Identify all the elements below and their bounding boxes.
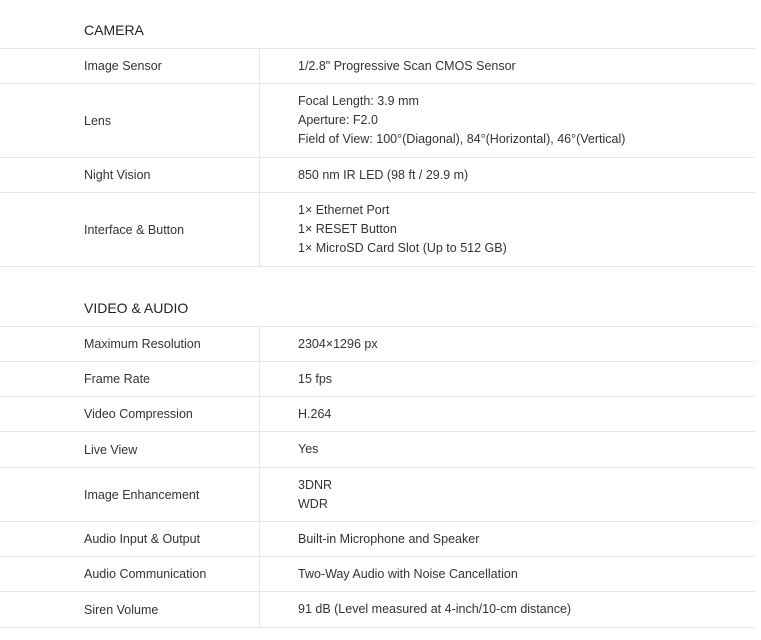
spec-row-lens: [0, 84, 755, 158]
spec-label: Audio Input & Output: [0, 522, 260, 556]
spec-value: [260, 84, 755, 157]
spec-label: Live View: [0, 432, 260, 467]
spec-value: [260, 522, 755, 556]
spec-label: Maximum Resolution: [0, 327, 260, 361]
spec-row-video-compression: [0, 397, 755, 432]
spec-row-interface-button: [0, 193, 755, 267]
section-title-video-audio: [0, 267, 755, 327]
spec-value-line: Focal Length: 3.9 mm: [298, 94, 419, 108]
spec-row-image-sensor: [0, 49, 755, 84]
spec-value: [260, 158, 755, 192]
spec-value-line: Built-in Microphone and Speaker: [298, 531, 480, 546]
spec-value-line: 1× RESET Button: [298, 222, 397, 236]
spec-value-line: 1/2.8" Progressive Scan CMOS Sensor: [298, 58, 516, 73]
spec-value: [260, 49, 755, 83]
spec-row-siren-volume: [0, 592, 755, 628]
spec-value-line: 15 fps: [298, 371, 333, 386]
spec-value-line: 1× MicroSD Card Slot (Up to 512 GB): [298, 241, 507, 255]
spec-value: [260, 397, 755, 431]
spec-value-line: H.264: [298, 406, 332, 421]
spec-value-line: Aperture: F2.0: [298, 113, 378, 127]
spec-value: [260, 592, 755, 627]
spec-row-night-vision: [0, 158, 755, 193]
spec-value-line: 850 nm IR LED (98 ft / 29.9 m): [298, 167, 469, 182]
spec-value: [260, 362, 755, 396]
spec-label: Image Enhancement: [0, 468, 260, 521]
section-title-text: VIDEO & AUDIO: [84, 300, 189, 316]
spec-value-line: Yes: [298, 442, 319, 456]
spec-label: Video Compression: [0, 397, 260, 431]
spec-value-line: 3DNR: [298, 477, 333, 492]
spec-value: [260, 468, 755, 521]
spec-value: [260, 327, 755, 361]
spec-label: Image Sensor: [0, 49, 260, 83]
spec-value-line: 1× Ethernet Port: [298, 203, 390, 217]
spec-row-frame-rate: [0, 362, 755, 397]
spec-value-line: 2304×1296 px: [298, 336, 378, 351]
spec-value-line: 91 dB (Level measured at 4-inch/10-cm distance): [298, 602, 572, 616]
spec-row-audio-communication: [0, 557, 755, 592]
spec-row-image-enhancement: [0, 468, 755, 522]
spec-label: Interface & Button: [0, 193, 260, 266]
spec-value: [260, 557, 755, 591]
section-title-text: CAMERA: [84, 22, 144, 38]
spec-value-line: Field of View: 100°(Diagonal), 84°(Horizontal), 46°(Vertical): [298, 132, 626, 146]
spec-row-maximum-resolution: [0, 327, 755, 362]
spec-row-audio-input-output: [0, 522, 755, 557]
spec-label: Night Vision: [0, 158, 260, 192]
spec-label: Siren Volume: [0, 592, 260, 627]
spec-value-line: WDR: [298, 496, 328, 511]
section-title-camera: [0, 0, 755, 49]
spec-label: Frame Rate: [0, 362, 260, 396]
spec-value: [260, 432, 755, 467]
spec-label: Lens: [0, 84, 260, 157]
spec-value-line: Two-Way Audio with Noise Cancellation: [298, 566, 518, 581]
spec-label: Audio Communication: [0, 557, 260, 591]
spec-row-live-view: [0, 432, 755, 468]
spec-value: [260, 193, 755, 266]
